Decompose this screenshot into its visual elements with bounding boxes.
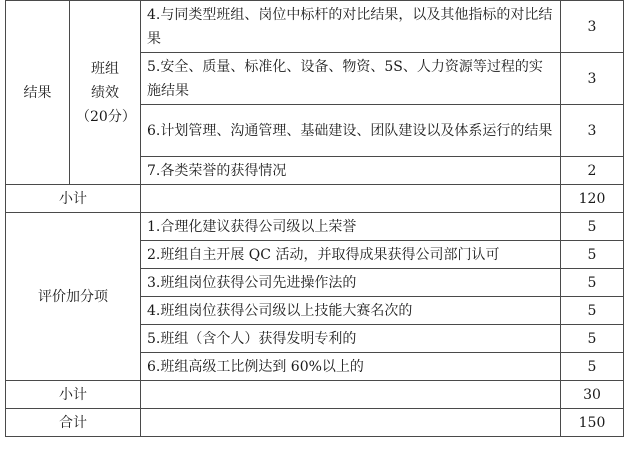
item-text: 2.班组自主开展 QC 活动，并取得成果获得公司部门认可 bbox=[141, 241, 561, 269]
item-text: 5.安全、质量、标准化、设备、物资、5S、人力资源等过程的实施结果 bbox=[141, 53, 561, 105]
total-row bbox=[6, 409, 624, 437]
item-score: 5 bbox=[561, 241, 624, 269]
subtotal-value: 30 bbox=[561, 381, 624, 409]
item-score: 5 bbox=[561, 213, 624, 241]
item-score: 5 bbox=[561, 297, 624, 325]
item-text: 1.合理化建议获得公司级以上荣誉 bbox=[141, 213, 561, 241]
item-score: 3 bbox=[561, 1, 624, 53]
total-label: 合计 bbox=[6, 409, 141, 437]
bonus-category-cell: 评价加分项 bbox=[6, 213, 141, 381]
item-score: 5 bbox=[561, 325, 624, 353]
subtotal-label: 小计 bbox=[6, 381, 141, 409]
item-text: 7.各类荣誉的获得情况 bbox=[141, 157, 561, 185]
subtotal-label: 小计 bbox=[6, 185, 141, 213]
subcategory-line: 绩效 bbox=[91, 84, 119, 101]
subcategory-cell bbox=[70, 1, 141, 185]
empty-cell bbox=[141, 185, 561, 213]
subtotal-value: 120 bbox=[561, 185, 624, 213]
category-cell: 结果 bbox=[6, 1, 70, 185]
item-score: 3 bbox=[561, 53, 624, 105]
subcategory-line: 班组 bbox=[91, 60, 119, 77]
item-text: 4.与同类型班组、岗位中标杆的对比结果，以及其他指标的对比结果 bbox=[141, 1, 561, 53]
item-text: 3.班组岗位获得公司先进操作法的 bbox=[141, 269, 561, 297]
item-score: 2 bbox=[561, 157, 624, 185]
item-score: 3 bbox=[561, 105, 624, 157]
empty-cell bbox=[141, 409, 561, 437]
table-row bbox=[6, 1, 624, 53]
subtotal-row bbox=[6, 381, 624, 409]
item-score: 5 bbox=[561, 353, 624, 381]
table-row bbox=[6, 213, 624, 241]
subtotal-row bbox=[6, 185, 624, 213]
subcategory-line: （20分） bbox=[76, 108, 136, 125]
item-score: 5 bbox=[561, 269, 624, 297]
item-text: 6.班组高级工比例达到 60%以上的 bbox=[141, 353, 561, 381]
empty-cell bbox=[141, 381, 561, 409]
item-text: 5.班组（含个人）获得发明专利的 bbox=[141, 325, 561, 353]
item-text: 4.班组岗位获得公司级以上技能大赛名次的 bbox=[141, 297, 561, 325]
scoring-table bbox=[5, 0, 624, 437]
item-text: 6.计划管理、沟通管理、基础建设、团队建设以及体系运行的结果 bbox=[141, 105, 561, 157]
total-value: 150 bbox=[561, 409, 624, 437]
